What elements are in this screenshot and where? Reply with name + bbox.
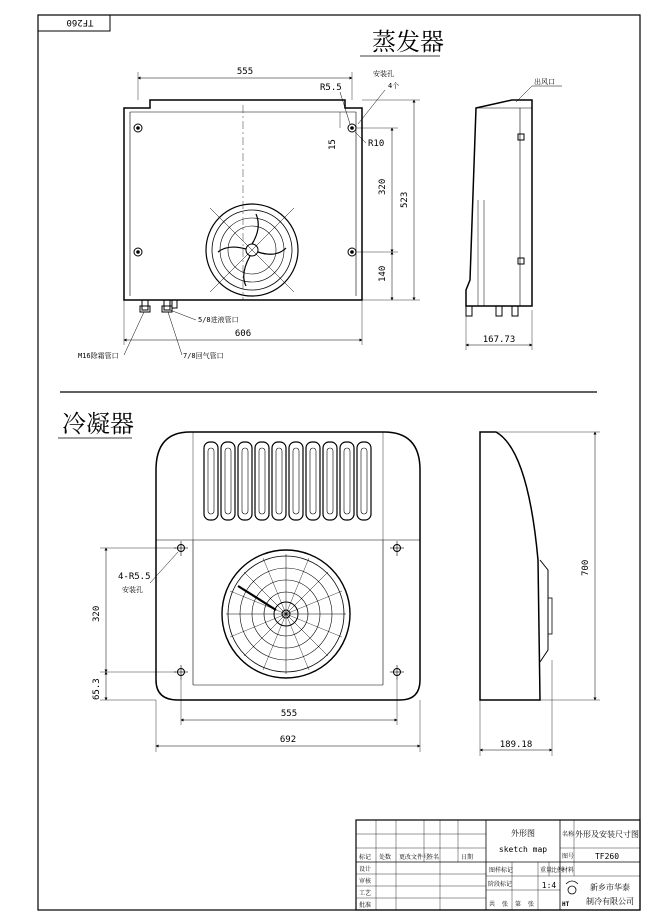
dim-320-evap: 320: [378, 178, 388, 195]
tb-cell-16: 名称: [562, 831, 575, 838]
evaporator-dimensions: [78, 67, 420, 360]
company-line-2: 制冷有限公司: [586, 897, 634, 906]
tb-cell-11: 比例: [551, 867, 564, 874]
pipe-fittings-icon: [140, 300, 177, 312]
drawing-name-cn: 外形图: [511, 829, 535, 838]
drawing-title: 外形及安装尺寸图: [575, 830, 639, 839]
tb-cell-15: 张: [528, 901, 535, 908]
tb-cell-6: 审核: [359, 878, 372, 885]
tb-cell-1: 处数: [379, 854, 392, 861]
condenser-dimensions: [92, 548, 420, 752]
tb-cell-5: 设计: [359, 866, 372, 873]
dim-555-cond: 555: [280, 709, 298, 719]
dim-320-cond: 320: [92, 605, 102, 622]
dim-15: 15: [328, 139, 338, 150]
tb-cell-3: 签名: [427, 854, 440, 861]
hole-count-label: 4个: [388, 82, 400, 90]
tb-cell-8: 批准: [359, 902, 372, 909]
evaporator-section: [78, 28, 562, 360]
tb-cell-10: 重量: [540, 867, 553, 874]
tb-cell-17: 图号: [562, 853, 575, 860]
label-gas-pipe: 7/8回气管口: [183, 352, 224, 360]
evaporator-title: 蒸发器: [372, 28, 444, 56]
condenser-fan-icon: [222, 550, 350, 678]
title-block: [356, 820, 640, 910]
company-line-1: 新乡市华泰: [590, 883, 630, 892]
evaporator-front-view: [124, 100, 362, 312]
sheet-border: [38, 15, 640, 910]
condenser-side-view: [480, 432, 600, 756]
dim-700: 700: [581, 559, 591, 576]
dim-523: 523: [400, 191, 410, 208]
tb-cell-7: 工艺: [359, 890, 372, 897]
dim-140: 140: [378, 265, 388, 282]
dim-4-r5-5: 4-R5.5: [118, 572, 151, 582]
condenser-section: [58, 410, 600, 756]
tb-cell-2: 更改文件号: [399, 854, 430, 861]
coil-slots-icon: [204, 442, 371, 520]
label-outlet: 出风口: [534, 78, 555, 86]
drawing-name-en: sketch map: [498, 845, 548, 854]
dim-606: 606: [234, 329, 252, 339]
dim-555: 555: [236, 67, 254, 77]
condenser-front-view: [156, 432, 420, 700]
dim-167-73: 167.73: [482, 335, 516, 345]
dim-189-18: 189.18: [499, 740, 533, 750]
tb-cell-9: 图样标记: [489, 867, 514, 874]
mount-hole-label: 安装孔: [373, 70, 394, 78]
condenser-mount-hole-icon: [174, 541, 404, 680]
tb-cell-19: 材料: [562, 867, 575, 874]
tb-cell-13: 张: [502, 901, 509, 908]
tb-cell-14: 第: [515, 901, 522, 908]
tb-cell-12: 共: [489, 901, 496, 908]
drawing-model: TF260: [594, 852, 620, 861]
evaporator-fan-icon: [206, 204, 298, 296]
condenser-title: 冷凝器: [62, 410, 134, 438]
tb-cell-4: 日期: [461, 854, 474, 861]
mount-hole-icon: [134, 124, 356, 256]
dim-65-3: 65.3: [92, 678, 102, 700]
tb-cell-18: 阶段标记: [488, 881, 513, 888]
dim-692: 692: [279, 735, 297, 745]
scale: 1:4: [541, 881, 557, 890]
holes-label: 安装孔: [122, 586, 143, 594]
dim-r5-5: R5.5: [320, 83, 342, 93]
evaporator-side-view: [466, 77, 562, 350]
label-liquid-pipe: 5/8进液管口: [198, 316, 239, 324]
company-logo-icon: [562, 881, 578, 908]
model-stamp: TF260: [66, 17, 94, 27]
tb-cell-0: 标记: [359, 854, 372, 861]
label-drain-pipe: M16除霜管口: [78, 352, 119, 360]
logo-text: HT: [562, 901, 570, 908]
dim-r10: R10: [368, 139, 385, 149]
